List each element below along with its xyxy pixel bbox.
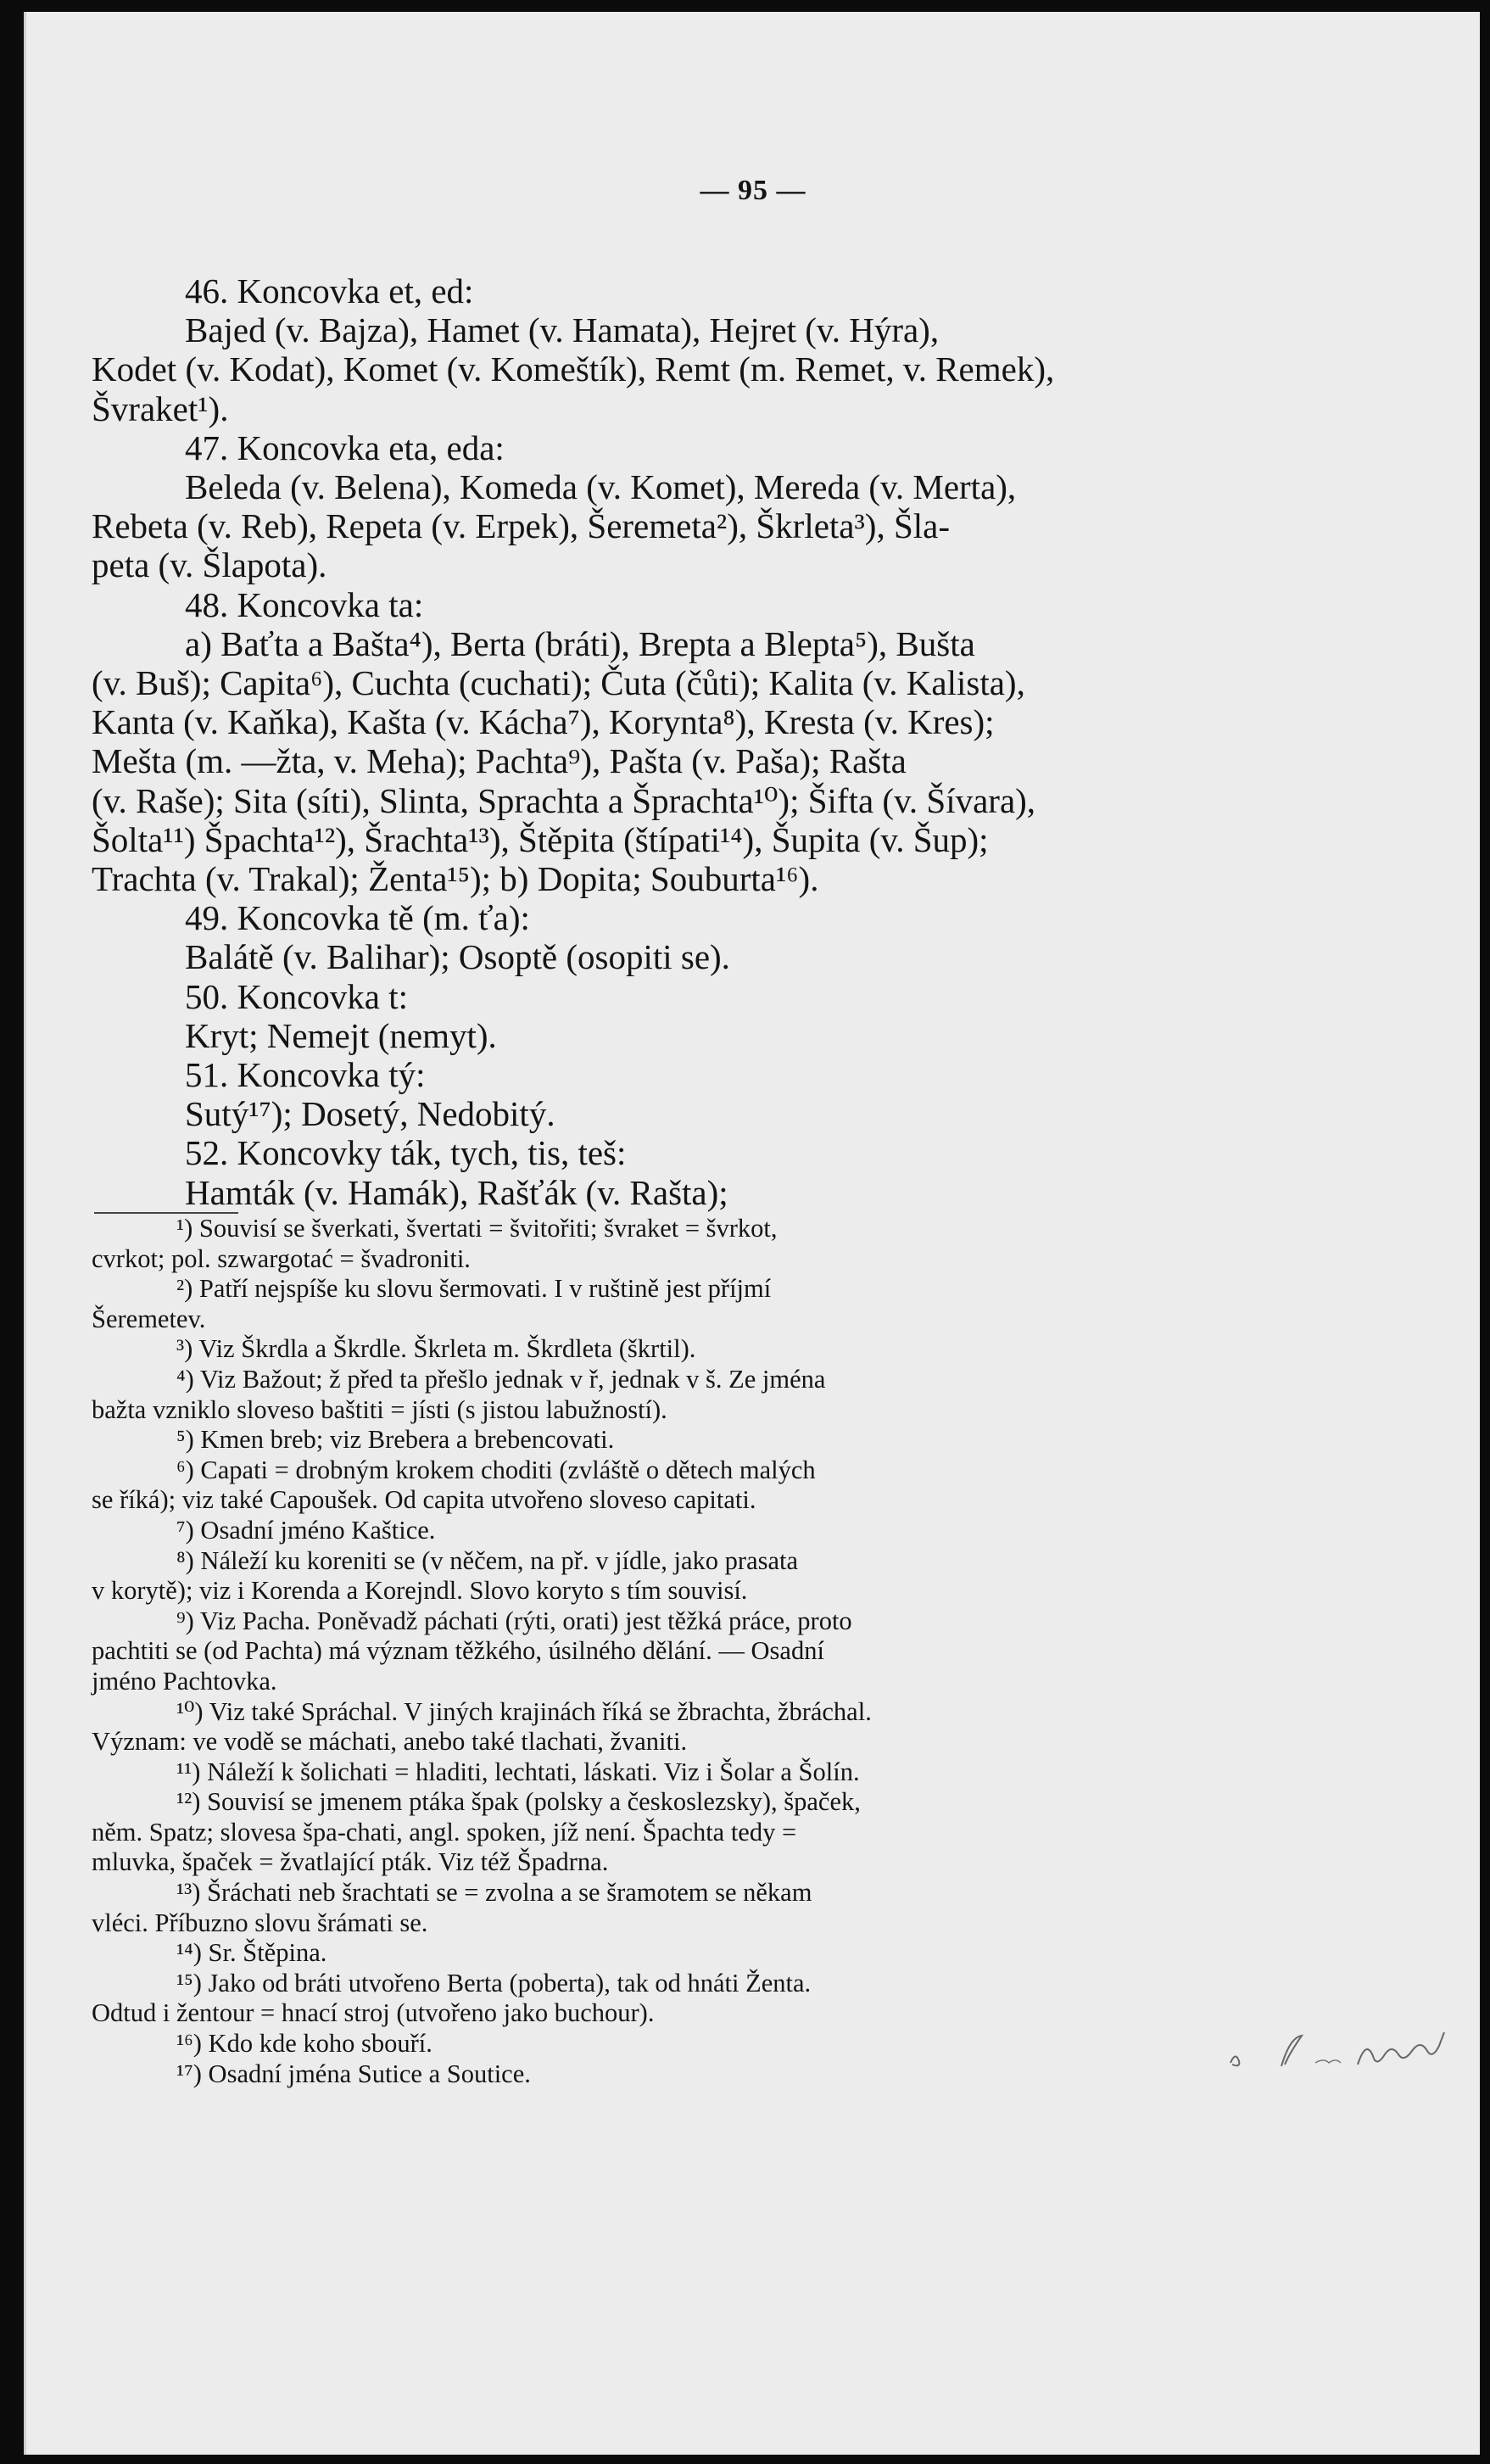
footnote-line: mluvka, špaček = žvatlající pták. Viz též Špadrna. (92, 1847, 609, 1877)
text-line: Beleda (v. Belena), Komeda (v. Komet), Mereda (v. Merta), (185, 467, 1017, 507)
footnote-line: ¹⁴) Sr. Štěpina. (176, 1938, 327, 1968)
text-line: Švraket¹). (92, 388, 229, 428)
text-line: 50. Koncovka t: (185, 976, 409, 1016)
text-line: Sutý¹⁷); Dosetý, Nedobitý. (185, 1094, 555, 1134)
footnotes (92, 1214, 1241, 2089)
footnote-line: ⁷) Osadní jméno Kaštice. (176, 1515, 436, 1545)
text-line: Bajed (v. Bajza), Hamet (v. Hamata), Hejret (v. Hýra), (185, 310, 940, 350)
text-line: (v. Buš); Capita⁶), Cuchta (cuchati); Čuta (čůti); Kalita (v. Kalista), (92, 663, 1025, 703)
footnote-line: ¹¹) Náleží k šolichati = hladiti, lechtati, láskati. Viz i Šolar a Šolín. (176, 1757, 860, 1786)
handwritten-signature (1222, 2029, 1480, 2080)
text-line: 51. Koncovka tý: (185, 1055, 426, 1095)
text-line: 48. Koncovka ta: (185, 584, 424, 624)
text-line: Kodet (v. Kodat), Komet (v. Komeštík), Remt (m. Remet, v. Remek), (92, 349, 1055, 389)
footnote-line: ¹³) Šráchati neb šrachtati se = zvolna a se šramotem se někam (176, 1878, 812, 1908)
footnote-line: Význam: ve vodě se máchati, anebo také tlachati, žvaniti. (92, 1727, 688, 1757)
text-line: 49. Koncovka tě (m. ťa): (185, 898, 530, 938)
text-line: (v. Raše); Sita (síti), Slinta, Sprachta a Šprachta¹⁰); Šifta (v. Šívara), (92, 780, 1036, 820)
footnote-line: cvrkot; pol. szwargotać = švadroniti. (92, 1243, 471, 1273)
footnote-line: pachtiti se (od Pachta) má význam těžkého, úsilného dělání. — Osadní (92, 1636, 824, 1666)
text-line: Hamták (v. Hamák), Rašťák (v. Rašta); (185, 1172, 728, 1212)
footnote-line: ⁸) Náleží ku koreniti se (v něčem, na př. v jídle, jako prasata (176, 1545, 799, 1575)
footnote-line: ¹⁶) Kdo kde koho sbouří. (176, 2029, 432, 2059)
footnote-line: ⁵) Kmen breb; viz Brebera a brebencovati. (176, 1425, 615, 1455)
footnote-line: v korytě); viz i Korenda a Korejndl. Slovo koryto s tím souvisí. (92, 1576, 748, 1606)
text-line: 52. Koncovky ták, tych, tis, teš: (185, 1133, 627, 1173)
text-line: peta (v. Šlapota). (92, 545, 327, 585)
footnote-line: ⁹) Viz Pacha. Poněvadž páchati (rýti, orati) jest těžká práce, proto (176, 1606, 852, 1635)
footnote-line: ¹²) Souvisí se jmenem ptáka špak (polsky a českoslezsky), špaček, (176, 1787, 861, 1817)
footnote-line: ¹⁵) Jako od bráti utvořeno Berta (poberta), tak od hnáti Ženta. (176, 1968, 812, 1997)
page-number: — 95 — (700, 175, 806, 206)
footnote-line: jméno Pachtovka. (92, 1666, 277, 1696)
text-line: Kryt; Nemejt (nemyt). (185, 1015, 497, 1055)
footnote-line: ¹⁷) Osadní jména Sutice a Soutice. (176, 2059, 531, 2088)
footnote-line: něm. Spatz; slovesa špa-chati, angl. spoken, jíž není. Špachta tedy = (92, 1817, 797, 1847)
text-line: Kanta (v. Kaňka), Kašta (v. Kácha⁷), Korynta⁸), Kresta (v. Kres); (92, 702, 995, 742)
text-line: Balátě (v. Balihar); Osoptě (osopiti se). (185, 937, 730, 977)
footnote-line: vléci. Příbuzno slovu šrámati se. (92, 1908, 428, 1937)
footnote-line: se říká); viz také Capoušek. Od capita utvořeno sloveso capitati. (92, 1485, 756, 1515)
main-text (92, 271, 1241, 1212)
footnote-line: Odtud i žentour = hnací stroj (utvořeno jako buchour). (92, 1998, 655, 2028)
footnote-line: ¹) Souvisí se šverkati, švertati = švitořiti; švraket = švrkot, (176, 1214, 778, 1243)
footnote-line: bažta vzniklo sloveso baštiti = jísti (s jistou labužností). (92, 1394, 667, 1424)
signature-scribble (1222, 2029, 1480, 2080)
book-page (24, 12, 1480, 2455)
text-line: 47. Koncovka eta, eda: (185, 427, 505, 467)
text-line: 46. Koncovka et, ed: (185, 271, 474, 310)
footnote-line: Šeremetev. (92, 1304, 206, 1333)
text-line: Šolta¹¹) Špachta¹²), Šrachta¹³), Štěpita (štípati¹⁴), Šupita (v. Šup); (92, 819, 989, 859)
text-line: a) Baťta a Bašta⁴), Berta (bráti), Brepta a Blepta⁵), Bušta (185, 623, 975, 663)
text-line: Trachta (v. Trakal); Ženta¹⁵); b) Dopita; Souburta¹⁶). (92, 859, 819, 899)
footnote-line: ⁶) Capati = drobným krokem choditi (zvláště o dětech malých (176, 1455, 816, 1484)
text-line: Rebeta (v. Reb), Repeta (v. Erpek), Šeremeta²), Škrleta³), Šla- (92, 506, 950, 546)
text-line: Mešta (m. —žta, v. Meha); Pachta⁹), Pašta (v. Paša); Rašta (92, 741, 907, 781)
footnote-line: ³) Viz Škrdla a Škrdle. Škrleta m. Škrdleta (škrtil). (176, 1334, 696, 1364)
footnote-line: ⁴) Viz Bažout; ž před ta přešlo jednak v ř, jednak v š. Ze jména (176, 1364, 826, 1394)
footnote-line: ²) Patří nejspíše ku slovu šermovati. I v ruštině jest příjmí (176, 1274, 772, 1304)
footnote-line: ¹⁰) Viz také Spráchal. V jiných krajinách říká se žbrachta, žbráchal. (176, 1696, 872, 1726)
